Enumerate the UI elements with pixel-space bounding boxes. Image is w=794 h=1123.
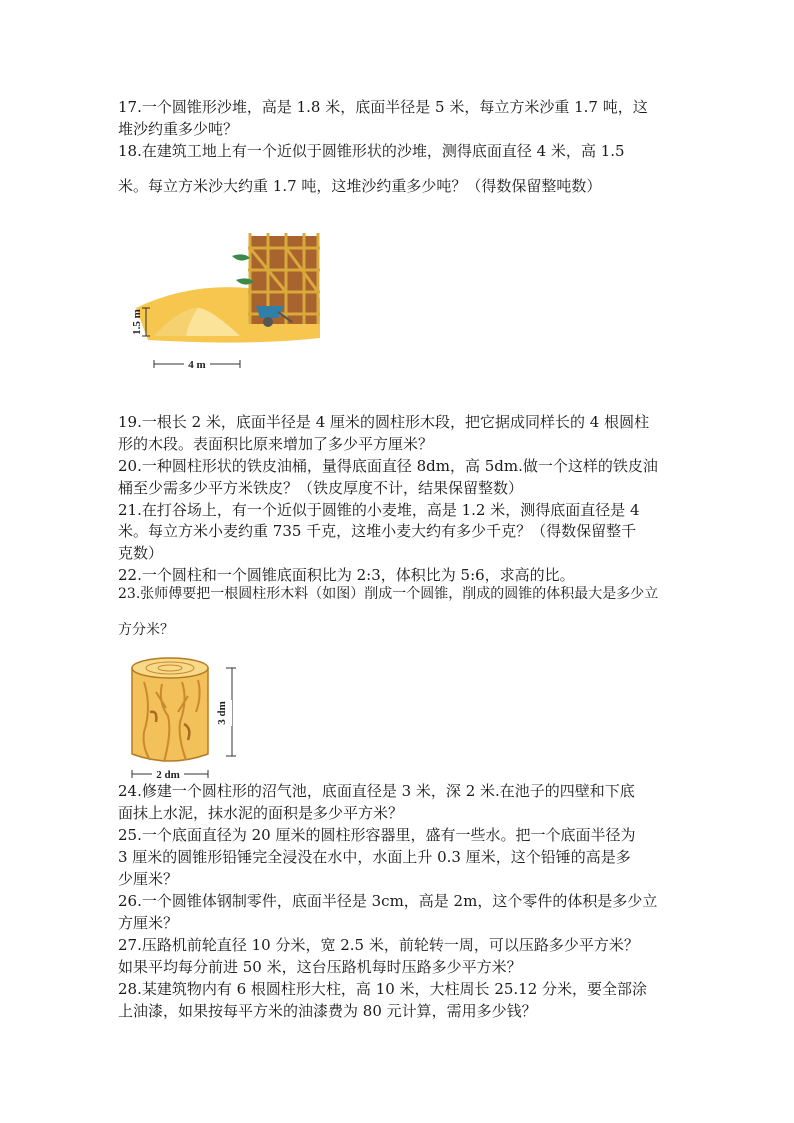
problem-27-line-1: 27.压路机前轮直径 10 分米，宽 2.5 米，前轮转一周，可以压路多少平方米？ — [118, 936, 639, 954]
problem-27-line-2: 如果平均每分前进 50 米，这台压路机每时压路多少平方米？ — [118, 958, 522, 976]
problem-23-line-2: 方分米？ — [118, 622, 174, 638]
height-label: 1.5 m — [131, 309, 143, 335]
problem-17-line-2: 堆沙约重多少吨？ — [118, 120, 239, 138]
width-label: 4 m — [188, 359, 206, 371]
problem-17-line-1: 17.一个圆锥形沙堆，高是 1.8 米，底面半径是 5 米，每立方米沙重 1.7 吨，这 — [118, 98, 648, 116]
problem-19-line-1: 19.一根长 2 米，底面半径是 4 厘米的圆柱形木段，把它据成同样长的 4 根圆柱 — [118, 413, 650, 431]
log-top — [132, 658, 208, 678]
problem-28-line-1: 28.某建筑物内有 6 根圆柱形大柱，高 10 米，大柱周长 25.12 分米，要全部涂 — [118, 980, 648, 998]
problem-23-line-1: 23.张师傅要把一根圆柱形木料（如图）削成一个圆锥，削成的圆锥的体积最大是多少立 — [118, 586, 659, 602]
problem-19-line-2: 形的木段。表面积比原来增加了多少平方厘米？ — [118, 435, 434, 453]
log-width-label: 2 dm — [156, 769, 180, 780]
problem-21-line-1: 21.在打谷场上，有一个近似于圆锥的小麦堆，高是 1.2 米，测得底面直径是 4 — [118, 501, 640, 519]
problem-26-line-1: 26.一个圆锥体钢制零件，底面半径是 3cm，高是 2m，这个零件的体积是多少立 — [118, 892, 658, 910]
wood-log-figure — [122, 652, 242, 780]
sand-pile-figure — [128, 228, 328, 376]
problem-20-line-1: 20.一种圆柱形状的铁皮油桶，量得底面直径 8dm，高 5dm.做一个这样的铁皮油 — [118, 457, 658, 475]
problem-21-line-3: 克数） — [118, 544, 164, 562]
problem-24-line-1: 24.修建一个圆柱形的沼气池，底面直径是 3 米，深 2 米.在池子的四壁和下底 — [118, 782, 635, 800]
problem-25-line-2: 3 厘米的圆锥形铅锤完全浸没在水中，水面上升 0.3 厘米，这个铅锤的高是多 — [118, 848, 631, 866]
problem-21-line-2: 米。每立方米小麦约重 735 千克，这堆小麦大约有多少千克？（得数保留整千 — [118, 522, 637, 540]
problem-25-line-3: 少厘米？ — [118, 870, 179, 888]
problem-20-line-2: 桶至少需多少平方米铁皮？（铁皮厚度不计，结果保留整数） — [118, 479, 524, 497]
problem-25-line-1: 25.一个底面直径为 20 厘米的圆柱形容器里，盛有一些水。把一个底面半径为 — [118, 826, 636, 844]
problem-24-line-2: 面抹上水泥，抹水泥的面积是多少平方米？ — [118, 804, 404, 822]
problem-28-line-2: 上油漆，如果按每平方米的油漆费为 80 元计算，需用多少钱？ — [118, 1002, 537, 1020]
log-height-label: 3 dm — [216, 701, 228, 725]
problem-18-line-2: 米。每立方米沙大约重 1.7 吨，这堆沙约重多少吨？（得数保留整吨数） — [118, 177, 602, 195]
problem-22-line-1: 22.一个圆柱和一个圆锥底面积比为 2:3，体积比为 5:6，求高的比。 — [118, 566, 575, 584]
problem-18-line-1: 18.在建筑工地上有一个近似于圆锥形状的沙堆，测得底面直径 4 米，高 1.5 — [118, 142, 625, 160]
log-body — [132, 668, 208, 761]
problem-26-line-2: 方厘米？ — [118, 914, 179, 932]
